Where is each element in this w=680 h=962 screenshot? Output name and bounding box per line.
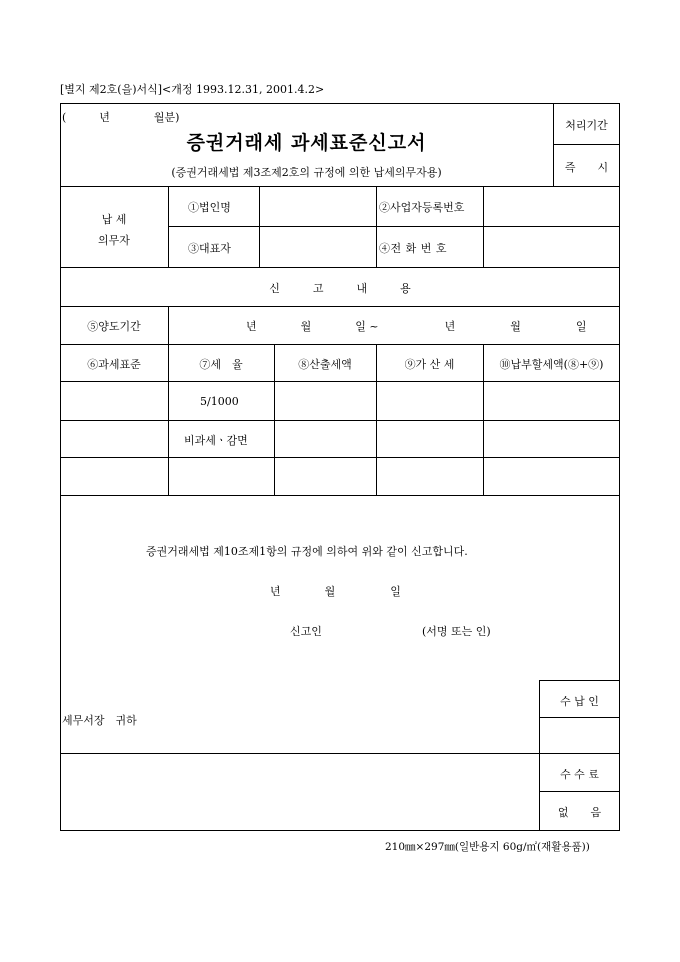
section-title: 신 고 내 용	[269, 282, 411, 295]
fee-label: 수 수 료	[560, 768, 599, 781]
transfer-period-label: ⑤양도기간	[87, 320, 141, 333]
representative-label: ③대표자	[188, 242, 231, 255]
table-row-2-tax-payable[interactable]	[484, 421, 619, 456]
transfer-period-value[interactable]: 년 월 일 ~ 년 월 일	[246, 320, 587, 333]
table-row-1-tax-payable[interactable]	[484, 382, 619, 419]
declaration-statement: 증권거래세법 제10조제1항의 규정에 의하여 위와 같이 신고합니다.	[146, 545, 468, 558]
period-label: ( 년 월분)	[62, 111, 180, 124]
header-tax-base: ⑥과세표준	[87, 358, 141, 371]
page-subtitle: (증권거래세법 제3조제2호의 규정에 의한 납세의무자용)	[171, 166, 442, 179]
table-row-2-tax-rate: 비과세ㆍ감면	[184, 434, 248, 447]
corp-name-field[interactable]	[260, 187, 375, 225]
taxpayer-group-label-2: 의무자	[98, 234, 130, 247]
processing-period-label: 처리기간	[565, 119, 608, 132]
table-row-3-additional-tax[interactable]	[377, 458, 482, 494]
biz-reg-number-label: ②사업자등록번호	[379, 201, 465, 214]
table-row-3-tax-base[interactable]	[61, 458, 167, 494]
representative-field[interactable]	[260, 227, 375, 266]
page-title: 증권거래세 과세표준신고서	[186, 132, 427, 154]
phone-label: ④전 화 번 호	[379, 242, 447, 255]
taxpayer-group-label: 납 세	[101, 213, 127, 226]
form-reference: [별지 제2호(을)서식]<개정 1993.12.31, 2001.4.2>	[60, 83, 325, 96]
signature-note: (서명 또는 인)	[422, 625, 491, 638]
corp-name-label: ①법인명	[188, 201, 231, 214]
receipt-stamp-box[interactable]	[540, 718, 619, 752]
table-row-2-tax-base[interactable]	[61, 421, 167, 456]
table-row-1-tax-rate: 5/1000	[200, 395, 239, 408]
header-tax-payable: ⑩납부할세액(⑧+⑨)	[499, 358, 604, 371]
table-row-3-tax-payable[interactable]	[484, 458, 619, 494]
fee-value: 없 음	[557, 806, 602, 819]
processing-period-value: 즉 시	[564, 161, 609, 174]
table-row-2-calculated-tax[interactable]	[275, 421, 375, 456]
table-row-1-additional-tax[interactable]	[377, 382, 482, 419]
table-row-1-calculated-tax[interactable]	[275, 382, 375, 419]
header-additional-tax: ⑨가 산 세	[404, 358, 455, 371]
paper-spec-note: 210㎜×297㎜(일반용지 60g/㎡(재활용품))	[385, 841, 590, 853]
table-row-3-tax-rate[interactable]	[169, 458, 273, 494]
table-row-1-tax-base[interactable]	[61, 382, 167, 419]
declarant-label: 신고인	[290, 625, 322, 638]
declaration-date[interactable]: 년 월 일	[270, 585, 401, 598]
table-row-3-calculated-tax[interactable]	[275, 458, 375, 494]
addressee: 세무서장 귀하	[62, 714, 137, 727]
header-tax-rate: ⑦세 율	[199, 358, 243, 371]
header-calculated-tax: ⑧산출세액	[298, 358, 352, 371]
table-row-2-additional-tax[interactable]	[377, 421, 482, 456]
phone-field[interactable]	[484, 227, 619, 266]
biz-reg-number-field[interactable]	[484, 187, 619, 225]
receipt-stamp-label: 수 납 인	[560, 695, 599, 708]
